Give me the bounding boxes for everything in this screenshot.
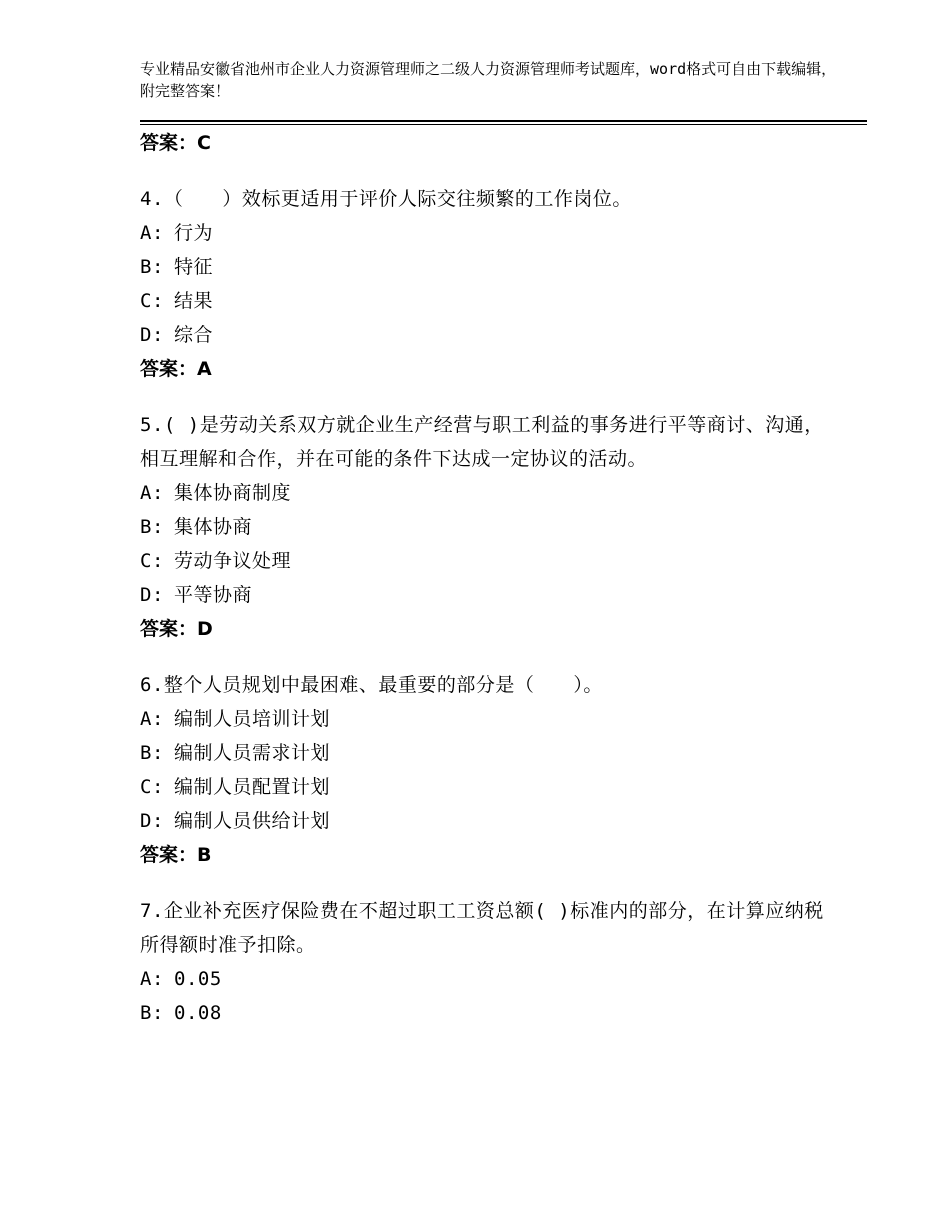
option-c [140,544,840,578]
option-letter: C: [140,290,164,312]
question-text: 4.（ ）效标更适用于评价人际交往频繁的工作岗位。 [140,188,632,210]
question-7 [140,894,840,1030]
option-b [140,250,840,284]
option-text: 0.08 [174,1002,222,1024]
option-text: 劳动争议处理 [174,550,292,572]
answer-label: 答案：C [140,132,211,154]
option-text: 编制人员配置计划 [174,776,331,798]
option-letter: C: [140,776,164,798]
answer-label: 答案：A [140,358,212,380]
option-a [140,216,840,250]
option-text: 编制人员供给计划 [174,810,331,832]
option-text: 特征 [174,256,214,278]
option-letter: B: [140,742,164,764]
option-letter: D: [140,584,164,606]
option-text: 平等协商 [174,584,253,606]
answer-label: 答案：D [140,618,213,640]
option-b [140,996,840,1030]
option-c [140,284,840,318]
option-letter: A: [140,222,164,244]
header-divider [140,120,867,125]
option-a [140,962,840,996]
question-6 [140,668,840,872]
option-text: 综合 [174,324,214,346]
question-4 [140,182,840,386]
question-text: 6.整个人员规划中最困难、最重要的部分是（ ）。 [140,674,603,696]
option-text: 0.05 [174,968,222,990]
option-letter: C: [140,550,164,572]
option-letter: A: [140,968,164,990]
option-letter: D: [140,810,164,832]
option-text: 编制人员培训计划 [174,708,331,730]
option-letter: B: [140,516,164,538]
option-text: 集体协商制度 [174,482,292,504]
option-d [140,578,840,612]
option-text: 集体协商 [174,516,253,538]
question-text: 7.企业补充医疗保险费在不超过职工工资总额( )标准内的部分，在计算应纳税所得额时准予扣除。 [140,900,824,956]
option-text: 结果 [174,290,214,312]
page-header: 专业精品安徽省池州市企业人力资源管理师之二级人力资源管理师考试题库，word格式可自由下载编辑，附完整答案！ [140,60,837,100]
question-5 [140,408,840,646]
option-letter: A: [140,708,164,730]
option-a [140,702,840,736]
answer-label: 答案：B [140,844,212,866]
option-letter: D: [140,324,164,346]
option-c [140,770,840,804]
page-content [140,126,840,1030]
option-b [140,736,840,770]
option-b [140,510,840,544]
option-d [140,804,840,838]
option-d [140,318,840,352]
option-letter: B: [140,256,164,278]
option-text: 编制人员需求计划 [174,742,331,764]
option-a [140,476,840,510]
option-text: 行为 [174,222,214,244]
question-text: 5.( )是劳动关系双方就企业生产经营与职工利益的事务进行平等商讨、沟通，相互理解和合作，并在可能的条件下达成一定协议的活动。 [140,414,824,470]
option-letter: B: [140,1002,164,1024]
option-letter: A: [140,482,164,504]
